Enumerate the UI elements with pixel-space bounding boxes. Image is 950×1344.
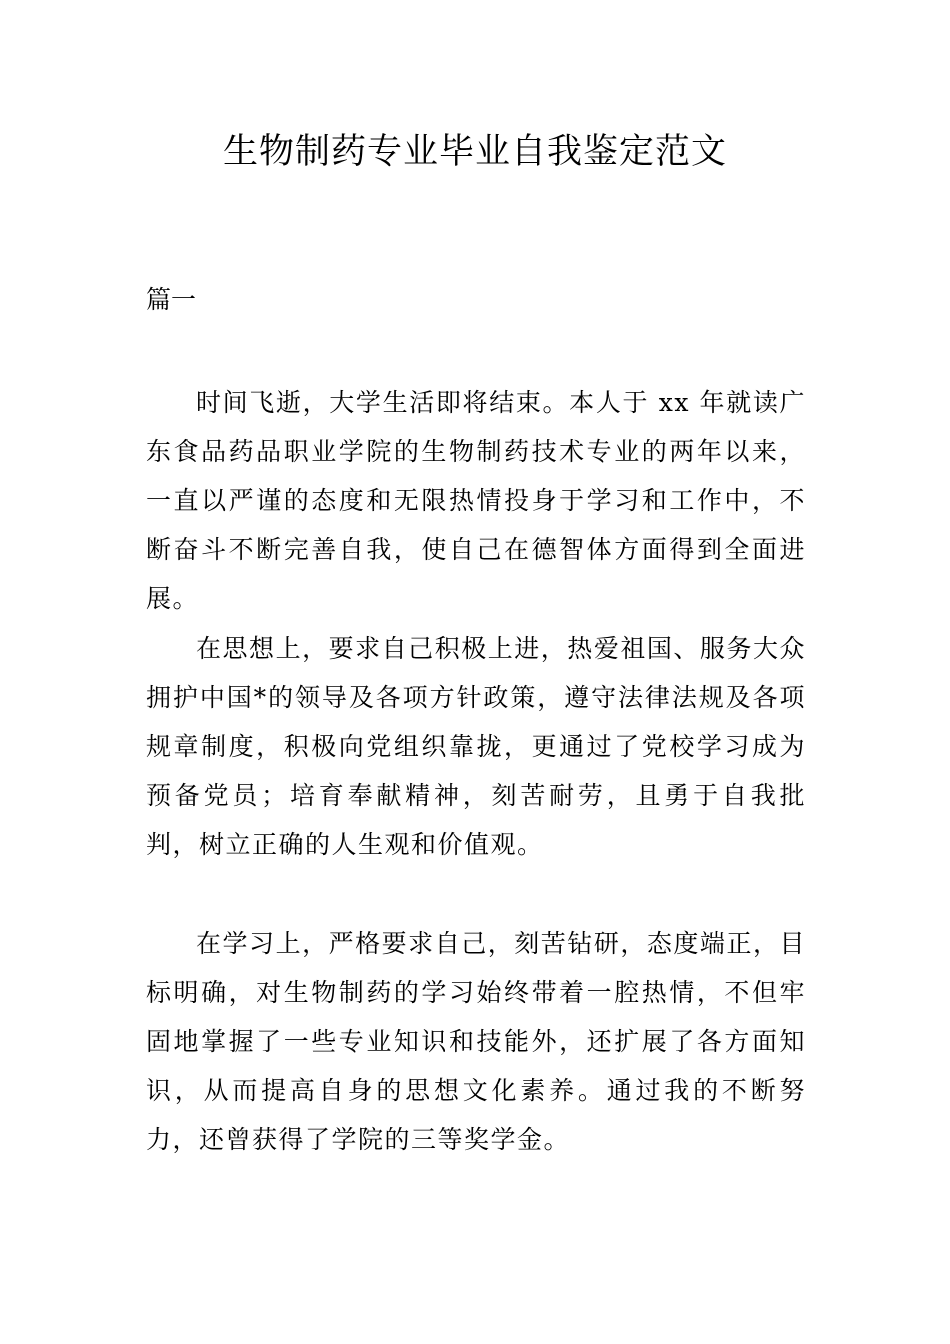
section-label: 篇一 [146, 285, 197, 314]
document-title: 生物制药专业毕业自我鉴定范文 [222, 132, 727, 172]
paragraph-3: 在学习上，严格要求自己，刻苦钻研，态度端正，目标明确，对生物制药的学习始终带着一腔热情，不但牢固地掌握了一些专业知识和技能外，还扩展了各方面知识，从而提高自身的思想文化素养。通过我的不断努力，还曾获得了学院的三等奖学金。 [146, 929, 806, 1154]
paragraph-1: 时间飞逝，大学生活即将结束。本人于 xx 年就读广东食品药品职业学院的生物制药技术专业的两年以来，一直以严谨的态度和无限热情投身于学习和工作中，不断奋斗不断完善自我，使自己在德智体方面得到全面进展。 [146, 388, 806, 613]
paragraph-2: 在思想上，要求自己积极上进，热爱祖国、服务大众拥护中国*的领导及各项方针政策，遵守法律法规及各项规章制度，积极向党组织靠拢，更通过了党校学习成为预备党员；培育奉献精神，刻苦耐劳，且勇于自我批判，树立正确的人生观和价值观。 [146, 634, 806, 859]
